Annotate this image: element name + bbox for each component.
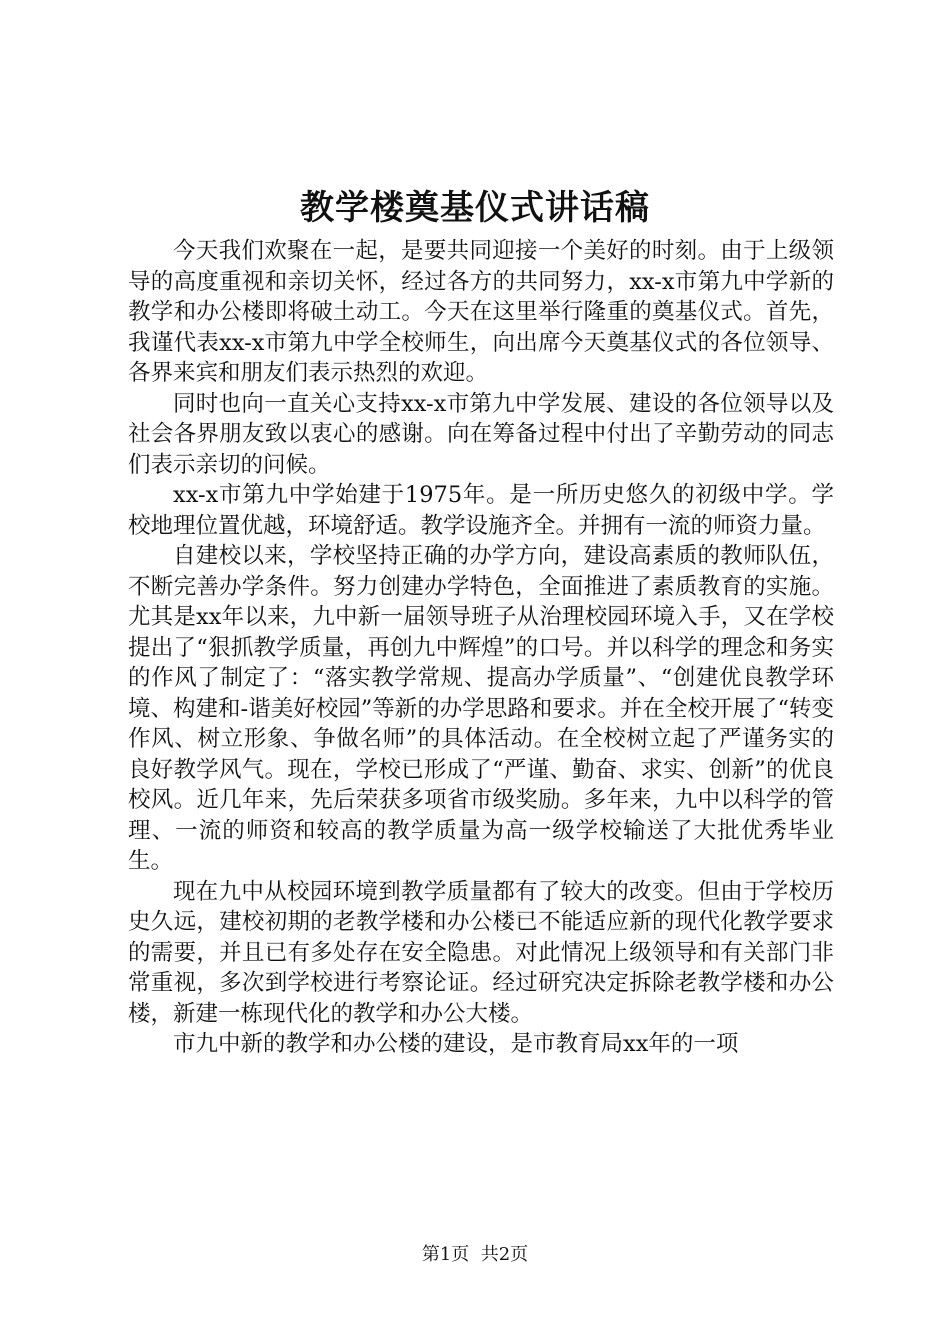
paragraph-welcome: 今天我们欢聚在一起，是要共同迎接一个美好的时刻。由于上级领导的高度重视和亲切关怀，经过各方的共同努力，xx-x市第九中学新的教学和办公楼即将破土动工。今天在这里举行隆重的奠基仪式。首先，我谨代表xx-x市第九中学全校师生，向出席今天奠基仪式的各位领导、各界来宾和朋友们表示热烈的欢迎。 — [128, 238, 834, 386]
document-body — [128, 236, 834, 1060]
paragraph-school-history: xx-x市第九中学始建于1975年。是一所历史悠久的初级中学。学校地理位置优越，环境舒适。教学设施齐全。并拥有一流的师资力量。 — [128, 482, 834, 539]
paragraph-achievements: 自建校以来，学校坚持正确的办学方向，建设高素质的教师队伍，不断完善办学条件。努力创建办学特色，全面推进了素质教育的实施。尤其是xx年以来，九中新一届领导班子从治理校园环境入手，又在学校提出了“狠抓教学质量，再创九中辉煌”的口号。并以科学的理念和务实的作风了制定了：“落实教学常规、提高办学质量”、“创建优良教学环境、构建和-谐美好校园”等新的办学思路和要求。并在全校开展了“转变作风、树立形象、争做名师”的具体活动。在全校树立起了严谨务实的良好教学风气。现在，学校已形成了“严谨、勤奋、求实、创新”的优良校风。近几年来，先后荣获多项省市级奖励。多年来，九中以科学的管理、一流的师资和较高的教学质量为高一级学校输送了大批优秀毕业生。 — [128, 543, 834, 874]
page-title: 教学楼奠基仪式讲话稿 — [300, 188, 650, 228]
paragraph-thanks: 同时也向一直关心支持xx-x市第九中学发展、建设的各位领导以及社会各界朋友致以衷心的感谢。向在筹备过程中付出了辛勤劳动的同志们表示亲切的问候。 — [128, 390, 834, 478]
paragraph-construction: 市九中新的教学和办公楼的建设，是市教育局xx年的一项 — [173, 1031, 739, 1057]
paragraph-new-building-reason: 现在九中从校园环境到教学质量都有了较大的改变。但由于学校历史久远，建校初期的老教学楼和办公楼已不能适应新的现代化教学要求的需要，并且已有多处存在安全隐患。对此情况上级领导和有关部门非常重视，多次到学校进行考察论证。经过研究决定拆除老教学楼和办公楼，新建一栋现代化的教学和办公大楼。 — [128, 878, 834, 1027]
page-number-footer: 第1页 共2页 — [421, 1244, 529, 1265]
